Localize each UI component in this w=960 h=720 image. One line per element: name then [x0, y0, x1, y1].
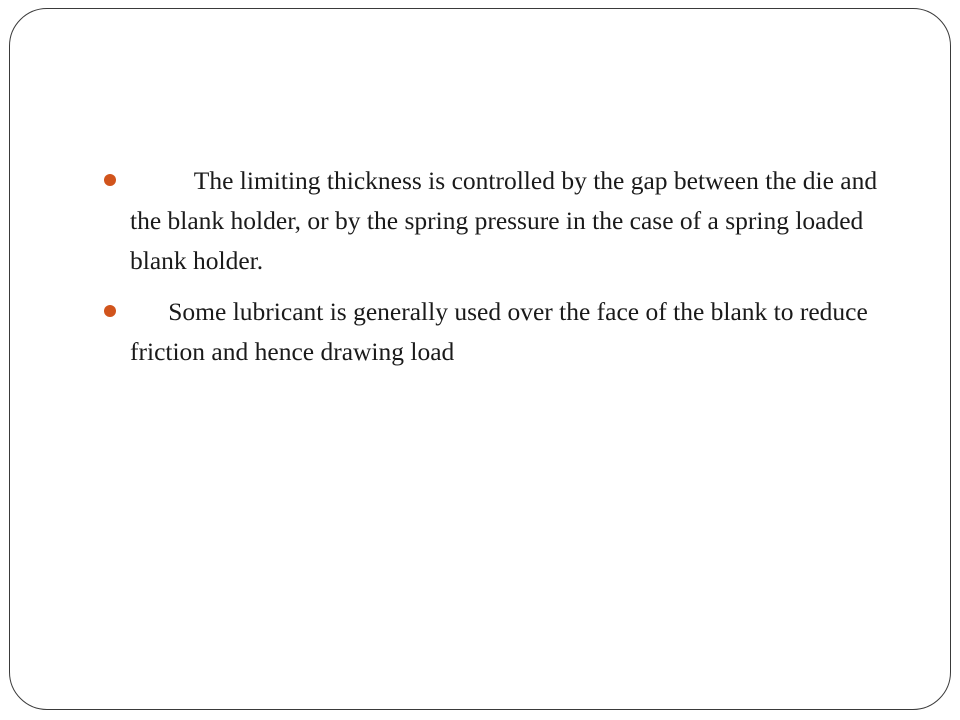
bullet-list [104, 161, 904, 372]
bullet-item [104, 292, 904, 372]
bullet-item [104, 161, 904, 281]
bullet-text: Some lubricant is generally used over the face of the blank to reduce friction and hence drawing load [130, 297, 875, 366]
bullet-text: The limiting thickness is controlled by the gap between the die and the blank holder, or by the spring pressure in the case of a spring loaded blank holder. [130, 166, 884, 275]
bullet-dot-icon [104, 305, 116, 317]
bullet-dot-icon [104, 174, 116, 186]
